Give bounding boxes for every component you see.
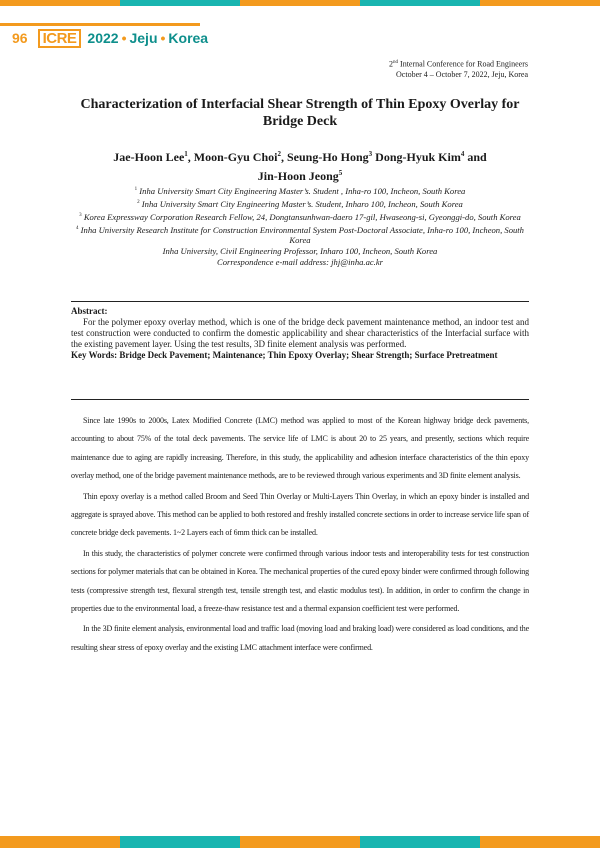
author-name: Moon-Gyu Choi xyxy=(193,150,278,164)
color-bar-segment xyxy=(360,836,480,848)
conference-dates: October 4 – October 7, 2022, Jeju, Korea xyxy=(396,69,528,79)
keywords xyxy=(71,350,529,361)
color-bar-segment xyxy=(360,0,480,6)
conference-country: Korea xyxy=(168,30,209,46)
color-bar-segment xyxy=(480,836,600,848)
keywords-text: Bridge Deck Pavement; Maintenance; Thin Epoxy Overlay; Shear Strength; Surface Pretreatment xyxy=(119,350,498,360)
page-number: 96 xyxy=(12,30,28,46)
affiliation-item: $^3$ Korea Expressway Corporation Research Fellow, 24, Dongtansunhwan-daero 17-gil, Hwaseong-si, Gyeonggi-do, South Korea xyxy=(79,211,521,222)
color-bar-segment xyxy=(480,0,600,6)
conference-name: Internal Conference for Road Engineers xyxy=(400,59,528,69)
author-name: Jin-Hoon Jeong xyxy=(257,169,339,183)
author-mark: 4 xyxy=(460,150,465,158)
bottom-color-bar xyxy=(0,836,600,848)
author-list: Jae-Hoon Lee$^1$, Moon-Gyu Choi$^2$, Seung-Ho Hong$^3$ Dong-Hyuk Kim$^4$ and Jin-Hoon Jeong$^5$ xyxy=(113,150,487,183)
affiliation-item: Correspondence e-mail address: jhj@inha.ac.kr xyxy=(217,257,383,268)
body-text xyxy=(71,412,529,659)
page-header xyxy=(12,28,208,48)
author-mark: 5 xyxy=(338,169,343,177)
abstract-bottom-rule xyxy=(71,399,529,400)
color-bar-segment xyxy=(120,836,240,848)
color-bar-segment xyxy=(240,0,360,6)
conference-tag: 2022 • Jeju • Korea xyxy=(87,30,209,46)
conference-year: 2022 xyxy=(87,30,119,46)
author-mark: 3 xyxy=(368,150,373,158)
conference-info: 2nd Internal Conference for Road Engineers October 4 – October 7, 2022, Jeju, Korea xyxy=(389,59,528,79)
abstract-heading: Abstract: xyxy=(71,306,108,316)
conference-city: Jeju xyxy=(129,30,158,46)
affiliation-item: $^1$ Inha University Smart City Engineering Master’s. Student , Inha-ro 100, Incheon, South Korea xyxy=(134,185,466,196)
author-name: Seung-Ho Hong xyxy=(286,150,369,164)
keywords-heading: Key Words: xyxy=(71,350,118,360)
paper-title: Characterization of Interfacial Shear Strength of Thin Epoxy Overlay for Bridge Deck xyxy=(80,97,520,129)
abstract-top-rule xyxy=(71,301,529,302)
author-name: Dong-Hyuk Kim xyxy=(375,150,461,164)
color-bar-segment xyxy=(0,0,120,6)
body-paragraph: In the 3D finite element analysis, environmental load and traffic load (moving load and braking load) were considered as load conditions, and the resulting shear stress of epoxy overlay and the existing LMC attachment interface were confirmed. xyxy=(71,624,529,652)
color-bar-segment xyxy=(0,836,120,848)
conference-logo: ICRE xyxy=(38,29,82,48)
abstract-block xyxy=(71,306,529,361)
header-accent-line xyxy=(0,23,200,26)
author-mark: 2 xyxy=(277,150,281,158)
author-name: Jae-Hoon Lee xyxy=(113,150,185,164)
affiliation-list xyxy=(70,184,530,268)
top-color-bar xyxy=(0,0,600,6)
affiliation-item: Inha University, Civil Engineering Professor, Inharo 100, Incheon, South Korea xyxy=(162,246,438,257)
abstract-text: For the polymer epoxy overlay method, which is one of the bridge deck pavement maintenance method, an indoor test and test construction were conducted to confirm the domestic applicability and shear characteristics of the Interfacial surface with the existing pavement layer. Using the test results, 3D finite element analysis was performed. xyxy=(71,317,529,349)
author-mark: 1 xyxy=(184,150,188,158)
body-paragraph: Thin epoxy overlay is a method called Broom and Seed Thin Overlay or Multi-Layers Thin Overlay, in which an epoxy binder is installed and aggregate is sprayed above. This method can be applied to both restored and freshly installed concrete sections in order to increase service life span of concrete bridge deck pavements. 1~2 Layers each of 6mm thick can be installed. xyxy=(71,491,529,538)
body-paragraph: In this study, the characteristics of polymer concrete were confirmed through various indoor tests and interoperability tests for test construction sections for polymer materials that can be obtained in Korea. The mechanical properties of the cured epoxy binder were confirmed through following tests (compressive strength test, flexural strength test, tensile strength test, and elastic modulus test). In addition, in order to confirm the change in properties due to the environmental load, a freeze-thaw resistance test and a thermal expansion coefficient test were performed. xyxy=(71,548,529,614)
affiliation-item: $^2$ Inha University Smart City Engineering Master’s. Student, Inharo 100, Incheon, South Korea xyxy=(137,198,463,209)
color-bar-segment xyxy=(240,836,360,848)
affiliation-item: $^4$ Inha University Research Institute for Construction Environmental System Post-Doctoral Associate, Inha-ro 100, Incheon, South Korea xyxy=(76,224,524,246)
color-bar-segment xyxy=(120,0,240,6)
body-paragraph: Since late 1990s to 2000s, Latex Modified Concrete (LMC) method was applied to most of the Korean highway bridge deck pavements, accounting to about 75% of the total deck pavements. The service life of LMC is about 20 to 25 years, and presently, sections which require maintenance due to aging are rapidly increasing. Therefore, in this study, the applicability and adhesion interface characteristics of the thin epoxy overlay method, one of the bridge pavement maintenance methods, are to be reviewed through various experiments and 3D finite element analysis. xyxy=(71,416,529,481)
